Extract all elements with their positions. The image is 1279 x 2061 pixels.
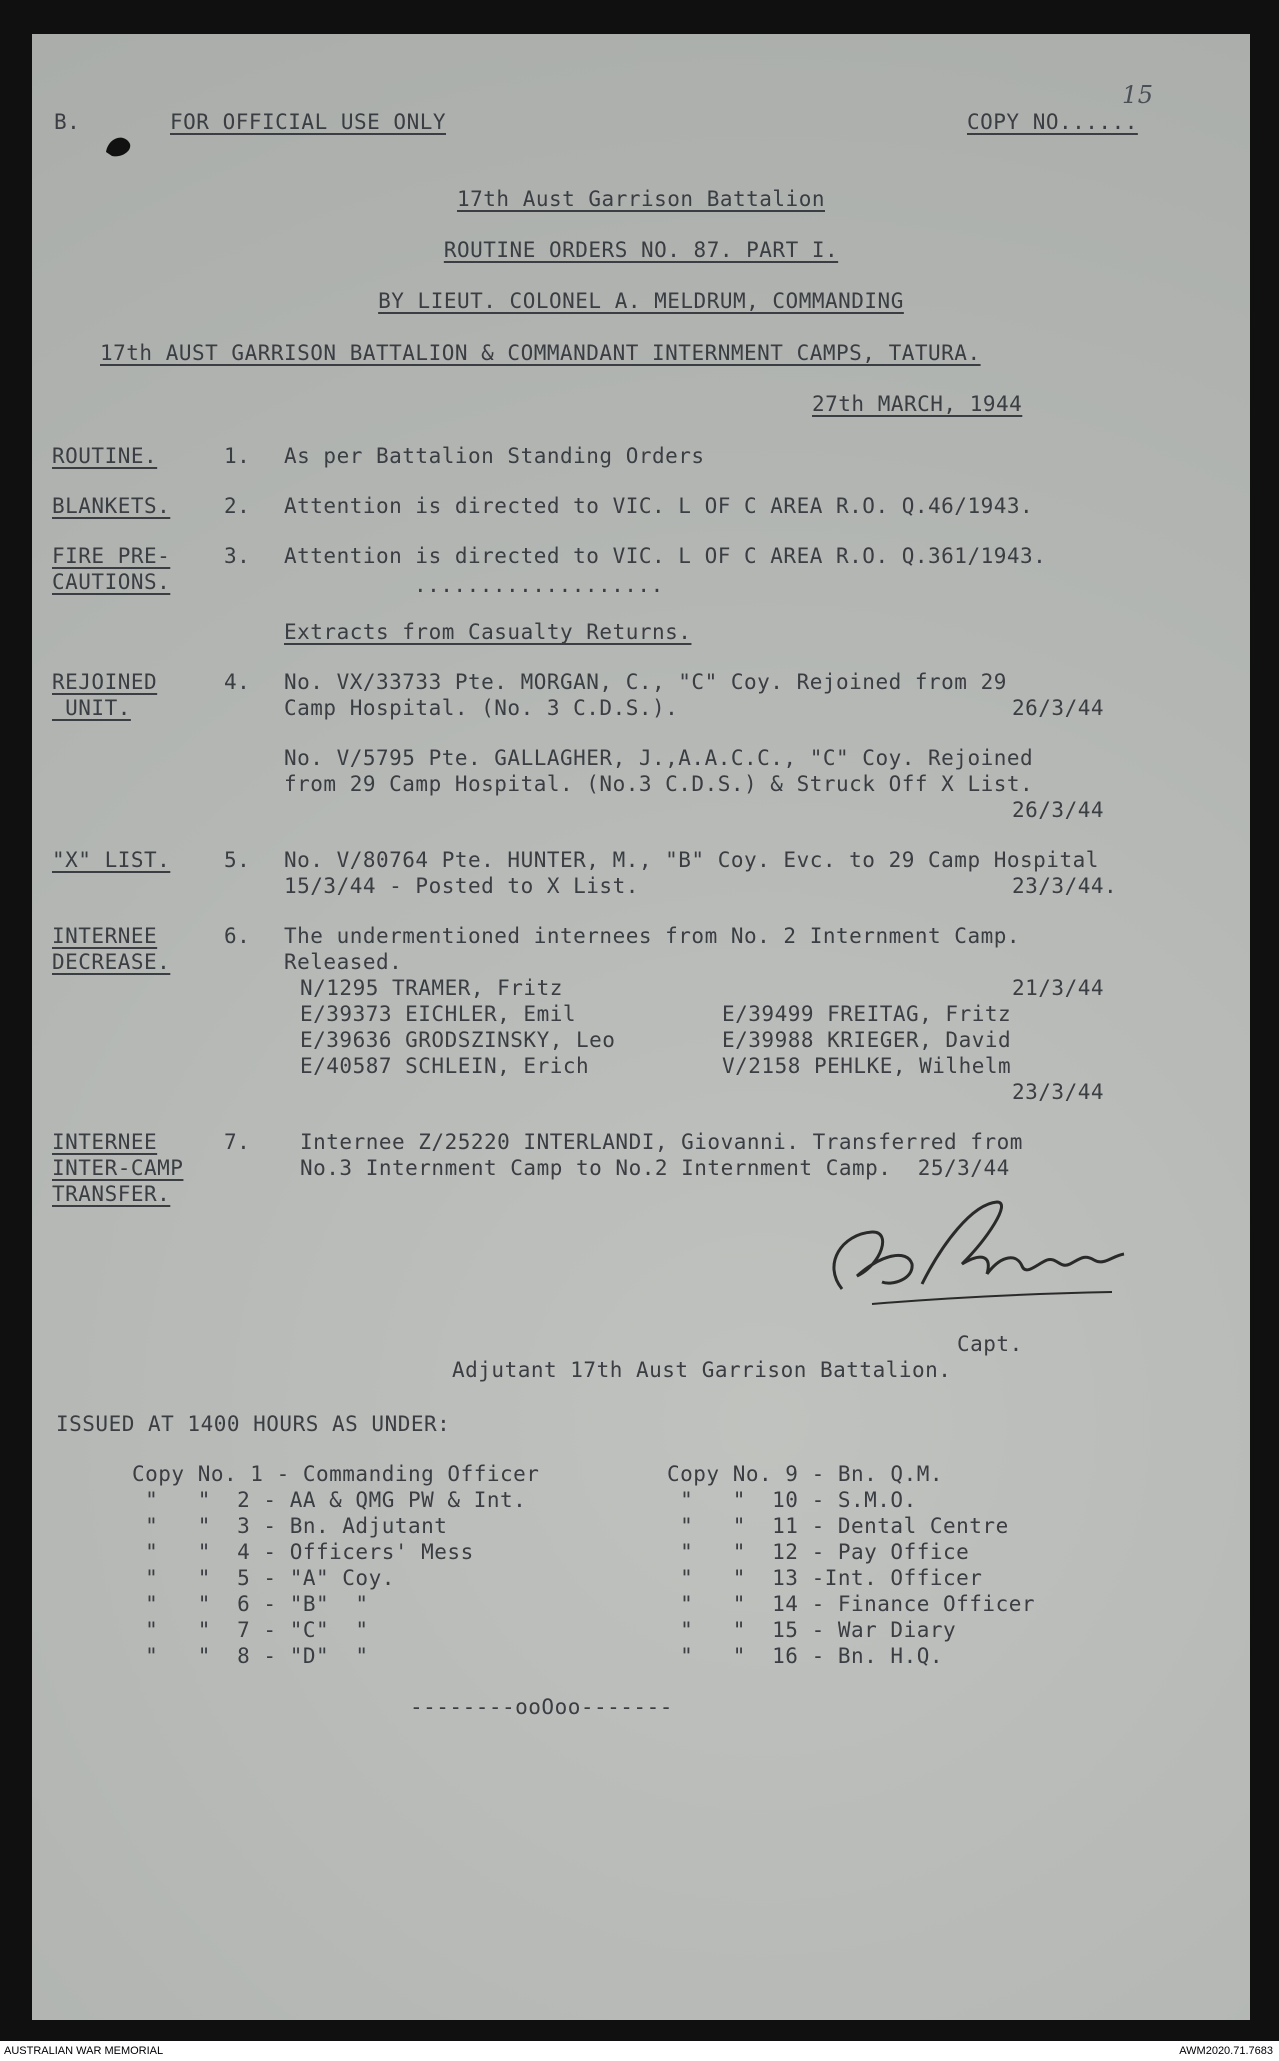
entry-line: Camp Hospital. (No. 3 C.D.S.). <box>284 696 679 720</box>
distribution-heading: ISSUED AT 1400 HOURS AS UNDER: <box>56 1412 451 1436</box>
hole-punch-mark <box>102 130 134 160</box>
list-item: " " 12 - Pay Office <box>667 1540 970 1564</box>
item-number: 5. <box>224 848 251 872</box>
list-item: " " 15 - War Diary <box>667 1618 957 1642</box>
internee-name: E/39988 KRIEGER, David <box>722 1028 1012 1052</box>
entry-line: The undermentioned internees from No. 2 Internment Camp. <box>284 924 1021 948</box>
list-item: " " 3 - Bn. Adjutant <box>132 1514 448 1538</box>
list-item: " " 7 - "C" " <box>132 1618 369 1642</box>
internee-name: E/39636 GRODSZINSKY, Leo <box>300 1028 616 1052</box>
entry-date: 26/3/44 <box>1012 798 1105 822</box>
item-number: 1. <box>224 444 251 468</box>
heading-blankets: BLANKETS. <box>52 494 171 518</box>
item-number: 7. <box>224 1130 251 1154</box>
copy-number-handwritten: 15 <box>1122 81 1154 109</box>
page-marker: B. <box>54 110 81 134</box>
archive-name: AUSTRALIAN WAR MEMORIAL <box>4 2045 164 2057</box>
item-number: 4. <box>224 670 251 694</box>
command-line: 17th AUST GARRISON BATTALION & COMMANDANT INTERNMENT CAMPS, TATURA. <box>100 341 981 365</box>
separator-dots: ................... <box>414 573 664 597</box>
heading-routine: ROUTINE. <box>52 444 158 468</box>
entry-line: No. VX/33733 Pte. MORGAN, C., "C" Coy. Rejoined from 29 <box>284 670 1007 694</box>
signatory-rank: Capt. <box>957 1332 1023 1356</box>
entry-date: 26/3/44 <box>1012 696 1105 720</box>
list-item: " " 13 -Int. Officer <box>667 1566 983 1590</box>
list-item: " " 10 - S.M.O. <box>667 1488 917 1512</box>
casualty-heading: Extracts from Casualty Returns. <box>284 620 692 644</box>
item-number: 3. <box>224 544 251 568</box>
internee-name: E/40587 SCHLEIN, Erich <box>300 1054 590 1078</box>
entry-line: No. V/5795 Pte. GALLAGHER, J.,A.A.C.C., "C" Coy. Rejoined <box>284 746 1034 770</box>
list-item: " " 8 - "D" " <box>132 1644 369 1668</box>
classification-label: FOR OFFICIAL USE ONLY <box>170 110 447 134</box>
list-item: " " 2 - AA & QMG PW & Int. <box>132 1488 527 1512</box>
internee-name: V/2158 PEHLKE, Wilhelm <box>722 1054 1012 1078</box>
internee-name: E/39499 FREITAG, Fritz <box>722 1002 1012 1026</box>
list-item: " " 14 - Finance Officer <box>667 1592 1036 1616</box>
entry-date: 23/3/44. <box>1012 874 1118 898</box>
order-date: 27th MARCH, 1944 <box>812 392 1023 416</box>
handwritten-signature <box>812 1194 1152 1324</box>
list-item: " " 11 - Dental Centre <box>667 1514 1009 1538</box>
heading-internee-transfer: INTERNEE INTER-CAMP TRANSFER. <box>52 1130 184 1206</box>
archive-reference: AWM2020.71.7683 <box>1179 2045 1273 2057</box>
entry-line: No. V/80764 Pte. HUNTER, M., "B" Coy. Evc. to 29 Camp Hospital <box>284 848 1099 872</box>
entry-line: No.3 Internment Camp to No.2 Internment Camp. 25/3/44 <box>300 1156 1010 1180</box>
list-item: Copy No. 1 - Commanding Officer <box>132 1462 540 1486</box>
entry-line: from 29 Camp Hospital. (No.3 C.D.S.) & Struck Off X List. <box>284 772 1034 796</box>
list-item: " " 5 - "A" Coy. <box>132 1566 395 1590</box>
heading-fire-precautions: FIRE PRE- CAUTIONS. <box>52 544 171 594</box>
heading-internee-decrease: INTERNEE DECREASE. <box>52 924 171 974</box>
entry-line: Released. <box>284 950 403 974</box>
entry-line: 15/3/44 - Posted to X List. <box>284 874 639 898</box>
item-text: Attention is directed to VIC. L OF C AREA R.O. Q.46/1943. <box>284 494 1034 518</box>
list-item: Copy No. 9 - Bn. Q.M. <box>667 1462 944 1486</box>
item-number: 2. <box>224 494 251 518</box>
copy-number-label: COPY NO...... <box>967 110 1138 134</box>
entry-date: 23/3/44 <box>1012 1080 1105 1104</box>
item-text: As per Battalion Standing Orders <box>284 444 705 468</box>
end-mark: --------ooOoo------- <box>410 1695 673 1719</box>
internee-name: E/39373 EICHLER, Emil <box>300 1002 577 1026</box>
heading-rejoined-unit: REJOINED UNIT. <box>52 670 158 720</box>
list-item: " " 6 - "B" " <box>132 1592 369 1616</box>
orders-title: ROUTINE ORDERS NO. 87. PART I. <box>443 238 839 262</box>
entry-date: 21/3/44 <box>1012 976 1105 1000</box>
signatory-title: Adjutant 17th Aust Garrison Battalion. <box>452 1358 952 1382</box>
archive-footer <box>0 2041 1279 2061</box>
commanding-line: BY LIEUT. COLONEL A. MELDRUM, COMMANDING <box>378 289 904 313</box>
item-text: Attention is directed to VIC. L OF C AREA R.O. Q.361/1943. <box>284 544 1047 568</box>
heading-x-list: "X" LIST. <box>52 848 171 872</box>
list-item: " " 4 - Officers' Mess <box>132 1540 474 1564</box>
unit-title: 17th Aust Garrison Battalion <box>456 187 825 211</box>
list-item: " " 16 - Bn. H.Q. <box>667 1644 944 1668</box>
internee-name: N/1295 TRAMER, Fritz <box>300 976 563 1000</box>
document-page <box>32 34 1250 2020</box>
item-number: 6. <box>224 924 251 948</box>
entry-line: Internee Z/25220 INTERLANDI, Giovanni. Transferred from <box>300 1130 1023 1154</box>
